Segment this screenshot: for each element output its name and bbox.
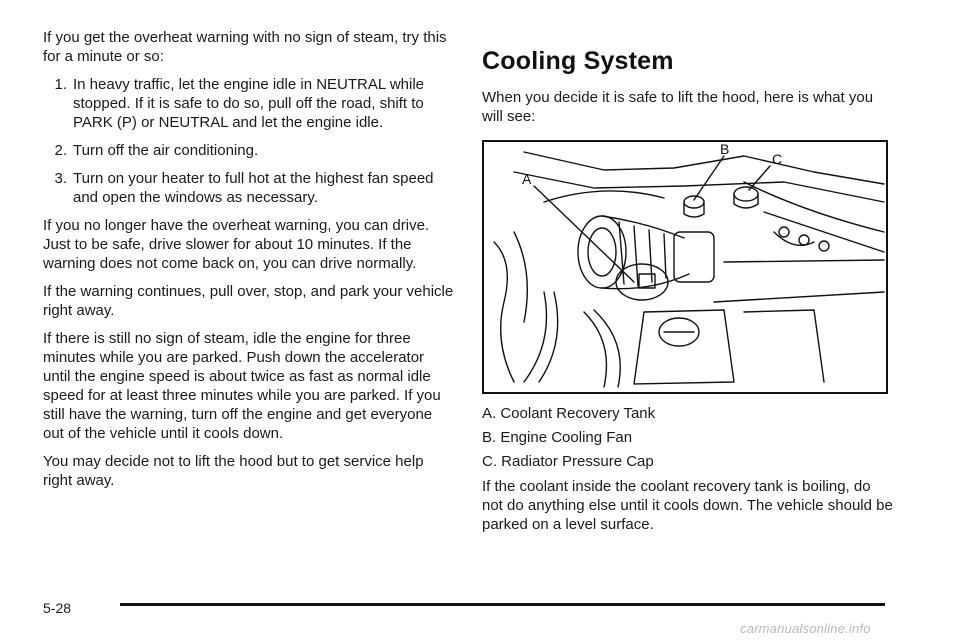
step-number: 2.	[54, 142, 67, 159]
cooling-intro: When you decide it is safe to lift the hood, here is what you will see:	[482, 89, 874, 125]
paragraph: If you no longer have the overheat warning, you can drive. Just to be safe, drive slower for about 10 minutes. If the warning does not come back on, you can drive normally.	[43, 217, 430, 272]
legend-item: B. Engine Cooling Fan	[482, 429, 633, 446]
step-item	[43, 75, 455, 132]
step-item	[43, 141, 455, 160]
callout-c: C	[772, 151, 783, 167]
step-text: Turn on your heater to full hot at the highest fan speed and open the windows as necessary.	[73, 170, 434, 206]
paragraph: If the warning continues, pull over, stop, and park your vehicle right away.	[43, 283, 454, 319]
legend-item: A. Coolant Recovery Tank	[482, 405, 656, 422]
section-heading: Cooling System	[482, 47, 674, 75]
overheat-steps	[43, 75, 455, 207]
step-item	[43, 169, 455, 207]
figure-legend	[482, 404, 894, 471]
step-number: 3.	[54, 170, 67, 187]
paragraph: You may decide not to lift the hood but to get service help right away.	[43, 453, 424, 489]
right-column	[482, 28, 894, 543]
engine-compartment-illustration	[484, 142, 886, 392]
overheat-intro: If you get the overheat warning with no sign of steam, try this for a minute or so:	[43, 29, 447, 65]
closing-paragraph: If the coolant inside the coolant recovery tank is boiling, do not do anything else until it cools down. The vehicle should be parked on a level surface.	[482, 478, 893, 533]
engine-compartment-figure	[482, 140, 888, 394]
legend-item: C. Radiator Pressure Cap	[482, 453, 654, 470]
page-number: 5-28	[43, 600, 72, 616]
callout-a: A	[522, 171, 532, 187]
step-text: Turn off the air conditioning.	[73, 142, 259, 159]
left-column	[43, 28, 455, 499]
step-text: In heavy traffic, let the engine idle in NEUTRAL while stopped. If it is safe to do so, pull off the road, shift to PARK (P) or NEUTRAL and let the engine idle.	[73, 76, 425, 131]
step-number: 1.	[54, 76, 67, 93]
watermark: carmanualsonline.info	[740, 621, 871, 636]
footer-rule	[120, 603, 885, 606]
callout-b: B	[720, 142, 730, 157]
paragraph: If there is still no sign of steam, idle the engine for three minutes while you are parked. Push down the accelerator until the engine speed is about twice as fast as normal idle speed for at least three minutes while you are parked. If you still have the warning, turn off the engine and get everyone out of the vehicle until it cools down.	[43, 330, 441, 442]
